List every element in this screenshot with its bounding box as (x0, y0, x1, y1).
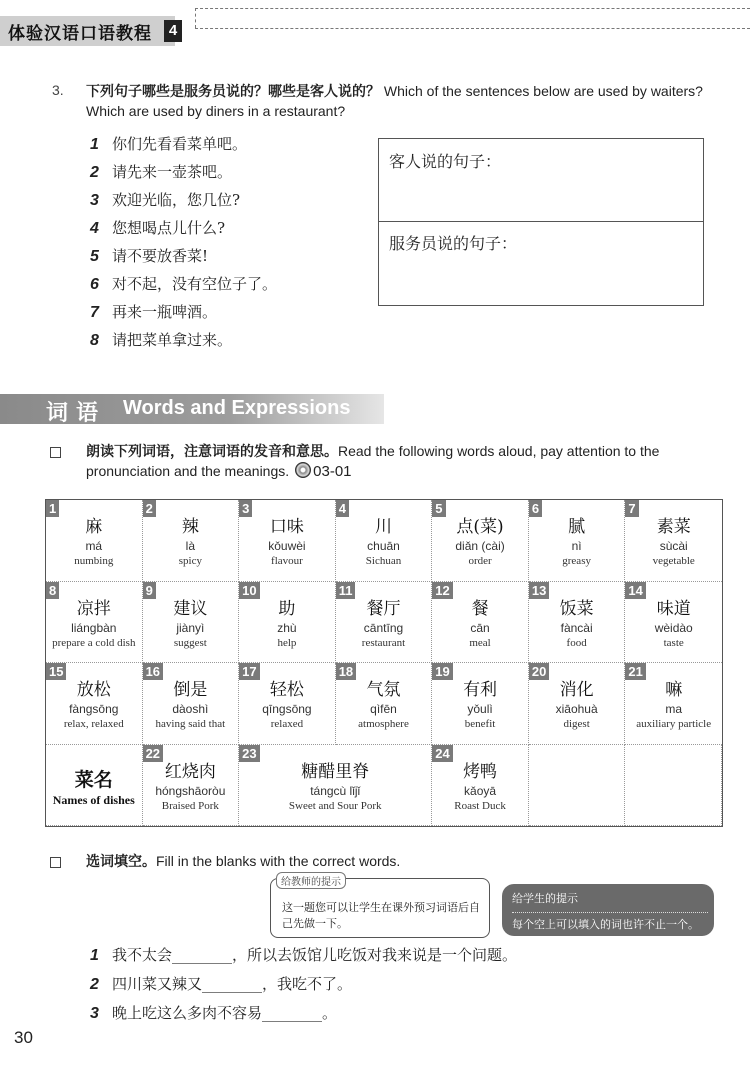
teacher-tip-text: 这一题您可以让学生在课外预习词语后自己先做一下。 (282, 902, 480, 930)
empty-cell (529, 745, 626, 827)
vocab-cell: 14 味道 wèidào taste (625, 582, 722, 664)
vocab-instruction (86, 441, 726, 482)
vocab-cell: 11 餐厅 cāntīng restaurant (336, 582, 433, 664)
vocab-cell: 1 麻 má numbing (46, 500, 143, 582)
dish-cell: 24 烤鸭 kǎoyā Roast Duck (432, 745, 529, 827)
exercise-prompt-en: Which of the sentences below are used by waiters? Which are used by diners in a restaurant? (86, 83, 703, 119)
vocab-cell: 17 轻松 qīngsōng relaxed (239, 663, 336, 745)
vocab-cell: 21 嘛 ma auxiliary particle (625, 663, 722, 745)
teacher-tip-label: 给教师的提示 (276, 872, 346, 889)
header-dashed-line (195, 8, 750, 9)
dishes-title-en: Names of dishes (52, 792, 135, 807)
checkbox-icon (50, 857, 61, 868)
vocab-cell: 12 餐 cān meal (432, 582, 529, 664)
page-number: 30 (14, 1028, 33, 1047)
vocab-cell: 20 消化 xiāohuà digest (529, 663, 626, 745)
vocab-cell: 8 凉拌 liángbàn prepare a cold dish (46, 582, 143, 664)
exercise-prompt-zh: 下列句子哪些是服务员说的？哪些是客人说的？ (86, 83, 380, 99)
fill-instruction-zh: 选词填空。 (86, 853, 156, 869)
vocab-cell: 2 辣 là spicy (143, 500, 240, 582)
vocab-cell: 19 有利 yǒulì benefit (432, 663, 529, 745)
header-dashed-line-lower (195, 28, 750, 29)
vocab-cell: 3 口味 kǒuwèi flavour (239, 500, 336, 582)
sentence-item: 2 请先来一壶茶吧。 (90, 163, 233, 181)
exercise-number: 3. (52, 82, 64, 98)
sentence-item: 5 请不要放香菜! (90, 247, 209, 265)
vocab-cell: 5 点(菜) diǎn (cài) order (432, 500, 529, 582)
section-title-en: Words and Expressions (123, 397, 351, 419)
audio-track: 03-01 (313, 463, 352, 480)
vocab-cell: 7 素菜 sùcài vegetable (625, 500, 722, 582)
vocab-cell: 6 腻 nì greasy (529, 500, 626, 582)
sentence-item: 1 你们先看看菜单吧。 (90, 135, 248, 153)
fill-instruction-en: Fill in the blanks with the correct words. (156, 853, 401, 869)
section-title-zh: 词语 (46, 400, 107, 425)
student-tip-label: 给学生的提示 (512, 893, 578, 905)
sentence-item: 7 再来一瓶啤酒。 (90, 303, 218, 321)
dishes-title-zh: 菜名 (74, 769, 113, 791)
guest-sentences-label: 客人说的句子： (389, 152, 502, 171)
dish-cell: 22 红烧肉 hóngshāoròu Braised Pork (143, 745, 240, 827)
exercise-prompt (86, 81, 726, 121)
student-tip-text: 每个空上可以填入的词也许不止一个。 (512, 912, 708, 932)
empty-cell (625, 745, 722, 827)
vocab-cell: 15 放松 fàngsōng relax, relaxed (46, 663, 143, 745)
dishes-title-cell (46, 745, 143, 827)
vocab-instruction-en: Read the following words aloud, pay attention to the pronunciation and the meanings. (86, 443, 660, 479)
volume-badge: 4 (164, 20, 182, 42)
header-dashed-line-vertical (195, 8, 196, 28)
audio-cd-icon[interactable] (295, 462, 311, 478)
waiter-sentences-label: 服务员说的句子： (389, 234, 518, 253)
dish-cell: 23 糖醋里脊 tángcù lǐjǐ Sweet and Sour Pork (239, 745, 432, 827)
fill-item[interactable]: 2 四川菜又辣又________，我吃不了。 (90, 975, 353, 993)
fill-item[interactable]: 3 晚上吃这么多肉不容易________。 (90, 1004, 338, 1022)
vocab-cell: 16 倒是 dàoshì having said that (143, 663, 240, 745)
vocab-cell: 4 川 chuān Sichuan (336, 500, 433, 582)
sentence-item: 6 对不起，没有空位子了。 (90, 275, 278, 293)
vocab-cell: 10 助 zhù help (239, 582, 336, 664)
sentence-item: 4 您想喝点儿什么? (90, 219, 226, 237)
fill-item[interactable]: 1 我不太会________，所以去饭馆儿吃饭对我来说是一个问题。 (90, 946, 518, 964)
checkbox-icon (50, 447, 61, 458)
vocab-cell: 9 建议 jiànyì suggest (143, 582, 240, 664)
book-title: 体验汉语口语教程 (8, 24, 152, 43)
vocab-cell: 13 饭菜 fàncài food (529, 582, 626, 664)
fill-instruction (86, 851, 726, 871)
sentence-item: 3 欢迎光临，您几位? (90, 191, 241, 209)
vocab-instruction-zh: 朗读下列词语，注意词语的发音和意思。 (86, 443, 338, 459)
vocab-grid (45, 499, 723, 827)
answer-box-divider (379, 221, 703, 222)
vocab-cell: 18 气氛 qìfēn atmosphere (336, 663, 433, 745)
answer-box[interactable] (378, 138, 704, 306)
sentence-item: 8 请把菜单拿过来。 (90, 331, 233, 349)
